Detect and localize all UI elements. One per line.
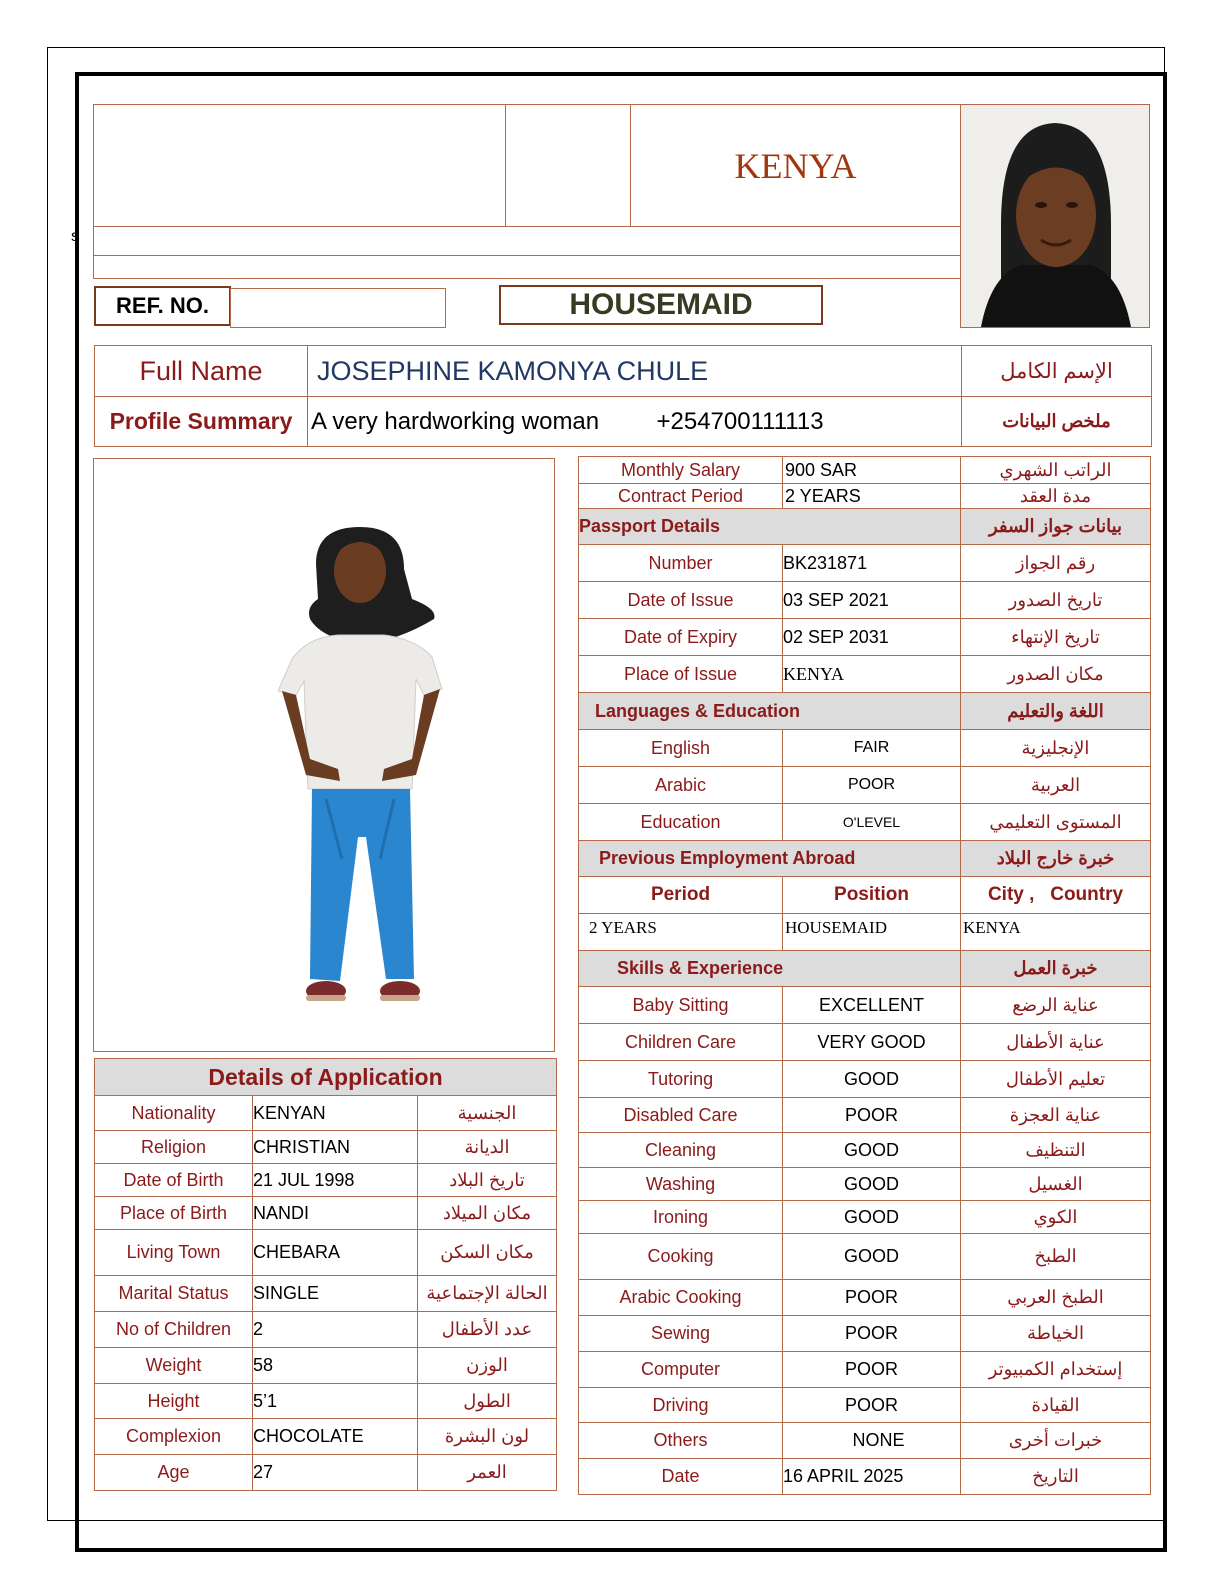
skill-label: Arabic Cooking	[579, 1280, 783, 1316]
table-row	[95, 1164, 557, 1197]
table-row	[95, 1312, 557, 1348]
children-label: No of Children	[95, 1312, 253, 1348]
skill-value: POOR	[783, 1280, 961, 1316]
skill-ar: الكوي	[961, 1201, 1151, 1234]
issue-date-value: 03 SEP 2021	[783, 582, 961, 619]
height-label: Height	[95, 1384, 253, 1419]
religion-label: Religion	[95, 1131, 253, 1164]
date-label: Date	[579, 1459, 783, 1495]
skill-ar: خبرات أخرى	[961, 1423, 1151, 1459]
skill-label: Disabled Care	[579, 1098, 783, 1133]
living-town-value: CHEBARA	[253, 1230, 418, 1276]
contract-period-ar: مدة العقد	[961, 484, 1151, 509]
employment-period: 2 YEARS	[579, 914, 783, 951]
weight-value: 58	[253, 1348, 418, 1384]
table-row	[579, 804, 1151, 841]
skill-label: Driving	[579, 1388, 783, 1423]
issue-date-label: Date of Issue	[579, 582, 783, 619]
issue-place-ar: مكان الصدور	[961, 656, 1151, 693]
passport-number-value: BK231871	[783, 545, 961, 582]
issue-date-ar: تاريخ الصدور	[961, 582, 1151, 619]
table-row	[579, 619, 1151, 656]
height-ar: الطول	[418, 1384, 557, 1419]
passport-title: Passport Details	[579, 509, 961, 545]
expiry-date-ar: تاريخ الإنتهاء	[961, 619, 1151, 656]
pob-value: NANDI	[253, 1197, 418, 1230]
table-row	[95, 1230, 557, 1276]
full-name-label: Full Name	[95, 346, 308, 397]
col-city-country: City , Country	[961, 877, 1151, 914]
profile-table	[94, 345, 1152, 447]
table-row	[579, 1423, 1151, 1459]
table-row	[95, 1276, 557, 1312]
skill-ar: التنظيف	[961, 1133, 1151, 1168]
height-value: 5’1	[253, 1384, 418, 1419]
full-body-illustration	[94, 459, 554, 1051]
complexion-ar: لون البشرة	[418, 1419, 557, 1455]
table-row	[579, 582, 1151, 619]
complexion-label: Complexion	[95, 1419, 253, 1455]
nationality-value: KENYAN	[253, 1096, 418, 1131]
table-row	[95, 1455, 557, 1491]
living-town-ar: مكان السكن	[418, 1230, 557, 1276]
skill-value: POOR	[783, 1316, 961, 1352]
employment-city: KENYA	[961, 914, 1151, 951]
profile-summary-ar: ملخص البيانات	[962, 397, 1152, 447]
application-table	[94, 1058, 557, 1491]
passport-title-ar: بيانات جواز السفر	[961, 509, 1151, 545]
skill-label: Computer	[579, 1352, 783, 1388]
skill-value: GOOD	[783, 1133, 961, 1168]
skill-label: Cleaning	[579, 1133, 783, 1168]
date-value: 16 APRIL 2025	[783, 1459, 961, 1495]
table-row	[579, 1061, 1151, 1098]
full-name-ar: الإسم الكامل	[962, 346, 1152, 397]
skill-label: Children Care	[579, 1024, 783, 1061]
phone-number: +254700111113	[656, 407, 824, 435]
skill-ar: الغسيل	[961, 1168, 1151, 1201]
nationality-ar: الجنسية	[418, 1096, 557, 1131]
skills-title: Skills & Experience	[579, 951, 961, 987]
age-ar: العمر	[418, 1455, 557, 1491]
issue-place-label: Place of Issue	[579, 656, 783, 693]
passport-number-label: Number	[579, 545, 783, 582]
skill-label: Washing	[579, 1168, 783, 1201]
table-row	[579, 1201, 1151, 1234]
header-strip-1	[93, 226, 961, 256]
col-position: Position	[783, 877, 961, 914]
skill-ar: عناية الأطفال	[961, 1024, 1151, 1061]
skill-value: NONE	[783, 1423, 961, 1459]
stray-mark: s	[71, 228, 79, 245]
skill-ar: الطبخ العربي	[961, 1280, 1151, 1316]
children-value: 2	[253, 1312, 418, 1348]
table-row	[579, 656, 1151, 693]
contract-period-value: 2 YEARS	[783, 484, 961, 509]
dob-value: 21 JUL 1998	[253, 1164, 418, 1197]
table-row	[579, 457, 1151, 484]
nationality-label: Nationality	[95, 1096, 253, 1131]
table-row	[579, 914, 1151, 951]
contract-period-label: Contract Period	[579, 484, 783, 509]
arabic-ar: العربية	[961, 767, 1151, 804]
skill-label: Baby Sitting	[579, 987, 783, 1024]
children-ar: عدد الأطفال	[418, 1312, 557, 1348]
full-body-photo	[93, 458, 555, 1052]
ref-no-label: REF. NO.	[94, 286, 231, 326]
employment-position: HOUSEMAID	[783, 914, 961, 951]
skills-title-ar: خبرة العمل	[961, 951, 1151, 987]
weight-ar: الوزن	[418, 1348, 557, 1384]
salary-ar: الراتب الشهري	[961, 457, 1151, 484]
table-row	[95, 1197, 557, 1230]
skill-ar: القيادة	[961, 1388, 1151, 1423]
marital-status-ar: الحالة الإجتماعية	[418, 1276, 557, 1312]
complexion-value: CHOCOLATE	[253, 1419, 418, 1455]
table-row	[579, 484, 1151, 509]
table-row	[579, 1133, 1151, 1168]
portrait-photo	[960, 104, 1150, 328]
living-town-label: Living Town	[95, 1230, 253, 1276]
skill-ar: عناية العجزة	[961, 1098, 1151, 1133]
languages-title: Languages & Education	[579, 693, 961, 730]
weight-label: Weight	[95, 1348, 253, 1384]
ref-no-value	[230, 288, 446, 328]
religion-ar: الديانة	[418, 1131, 557, 1164]
education-label: Education	[579, 804, 783, 841]
skill-ar: تعليم الأطفال	[961, 1061, 1151, 1098]
english-value: FAIR	[783, 730, 961, 767]
skill-label: Sewing	[579, 1316, 783, 1352]
date-ar: التاريخ	[961, 1459, 1151, 1495]
table-row	[579, 1388, 1151, 1423]
header-country-box	[630, 104, 961, 227]
header-strip-2	[93, 255, 961, 279]
issue-place-value: KENYA	[783, 656, 961, 693]
table-row	[579, 987, 1151, 1024]
skill-value: POOR	[783, 1098, 961, 1133]
skill-label: Cooking	[579, 1234, 783, 1280]
expiry-date-label: Date of Expiry	[579, 619, 783, 656]
table-row	[95, 1384, 557, 1419]
table-row	[579, 730, 1151, 767]
portrait-illustration	[961, 105, 1149, 327]
table-row	[95, 1348, 557, 1384]
skill-value: VERY GOOD	[783, 1024, 961, 1061]
skill-value: EXCELLENT	[783, 987, 961, 1024]
full-name-value: JOSEPHINE KAMONYA CHULE	[308, 346, 962, 397]
table-row	[579, 1280, 1151, 1316]
table-row	[579, 1234, 1151, 1280]
age-value: 27	[253, 1455, 418, 1491]
profile-summary-value	[308, 397, 962, 447]
skill-value: POOR	[783, 1352, 961, 1388]
skill-ar: الطبخ	[961, 1234, 1151, 1280]
skill-label: Ironing	[579, 1201, 783, 1234]
english-ar: الإنجليزية	[961, 730, 1151, 767]
table-row	[95, 1419, 557, 1455]
table-row	[579, 767, 1151, 804]
skill-value: POOR	[783, 1388, 961, 1423]
table-row	[579, 1168, 1151, 1201]
dob-ar: تاريخ البلاد	[418, 1164, 557, 1197]
salary-label: Monthly Salary	[579, 457, 783, 484]
header-logo-box	[93, 104, 506, 227]
skill-ar: الخياطة	[961, 1316, 1151, 1352]
education-ar: المستوى التعليمي	[961, 804, 1151, 841]
employment-title-ar: خبرة خارج البلاد	[961, 841, 1151, 877]
skill-value: GOOD	[783, 1168, 961, 1201]
skill-label: Tutoring	[579, 1061, 783, 1098]
table-row	[579, 1316, 1151, 1352]
skill-value: GOOD	[783, 1234, 961, 1280]
languages-title-ar: اللغة والتعليم	[961, 693, 1151, 730]
english-label: English	[579, 730, 783, 767]
education-value: O'LEVEL	[783, 804, 961, 841]
header-blank-box	[505, 104, 631, 227]
skill-label: Others	[579, 1423, 783, 1459]
table-row	[579, 1352, 1151, 1388]
summary-text: A very hardworking woman	[311, 407, 600, 435]
dob-label: Date of Birth	[95, 1164, 253, 1197]
employment-title: Previous Employment Abroad	[579, 841, 961, 877]
marital-status-value: SINGLE	[253, 1276, 418, 1312]
arabic-label: Arabic	[579, 767, 783, 804]
table-row	[579, 1459, 1151, 1495]
expiry-date-value: 02 SEP 2031	[783, 619, 961, 656]
table-row	[95, 1131, 557, 1164]
arabic-value: POOR	[783, 767, 961, 804]
details-table	[578, 456, 1151, 1495]
table-row	[579, 1024, 1151, 1061]
marital-status-label: Marital Status	[95, 1276, 253, 1312]
table-row	[579, 1098, 1151, 1133]
skill-value: GOOD	[783, 1061, 961, 1098]
skill-ar: عناية الرضع	[961, 987, 1151, 1024]
col-period: Period	[579, 877, 783, 914]
skill-value: GOOD	[783, 1201, 961, 1234]
pob-label: Place of Birth	[95, 1197, 253, 1230]
position-title: HOUSEMAID	[499, 285, 823, 325]
pob-ar: مكان الميلاد	[418, 1197, 557, 1230]
skill-ar: إستخدام الكمبيوتر	[961, 1352, 1151, 1388]
religion-value: CHRISTIAN	[253, 1131, 418, 1164]
passport-number-ar: رقم الجواز	[961, 545, 1151, 582]
profile-summary-label: Profile Summary	[95, 397, 308, 447]
table-row	[95, 1096, 557, 1131]
country-title: KENYA	[734, 145, 857, 186]
salary-value: 900 SAR	[783, 457, 961, 484]
age-label: Age	[95, 1455, 253, 1491]
table-row	[579, 545, 1151, 582]
application-title: Details of Application	[95, 1059, 557, 1096]
